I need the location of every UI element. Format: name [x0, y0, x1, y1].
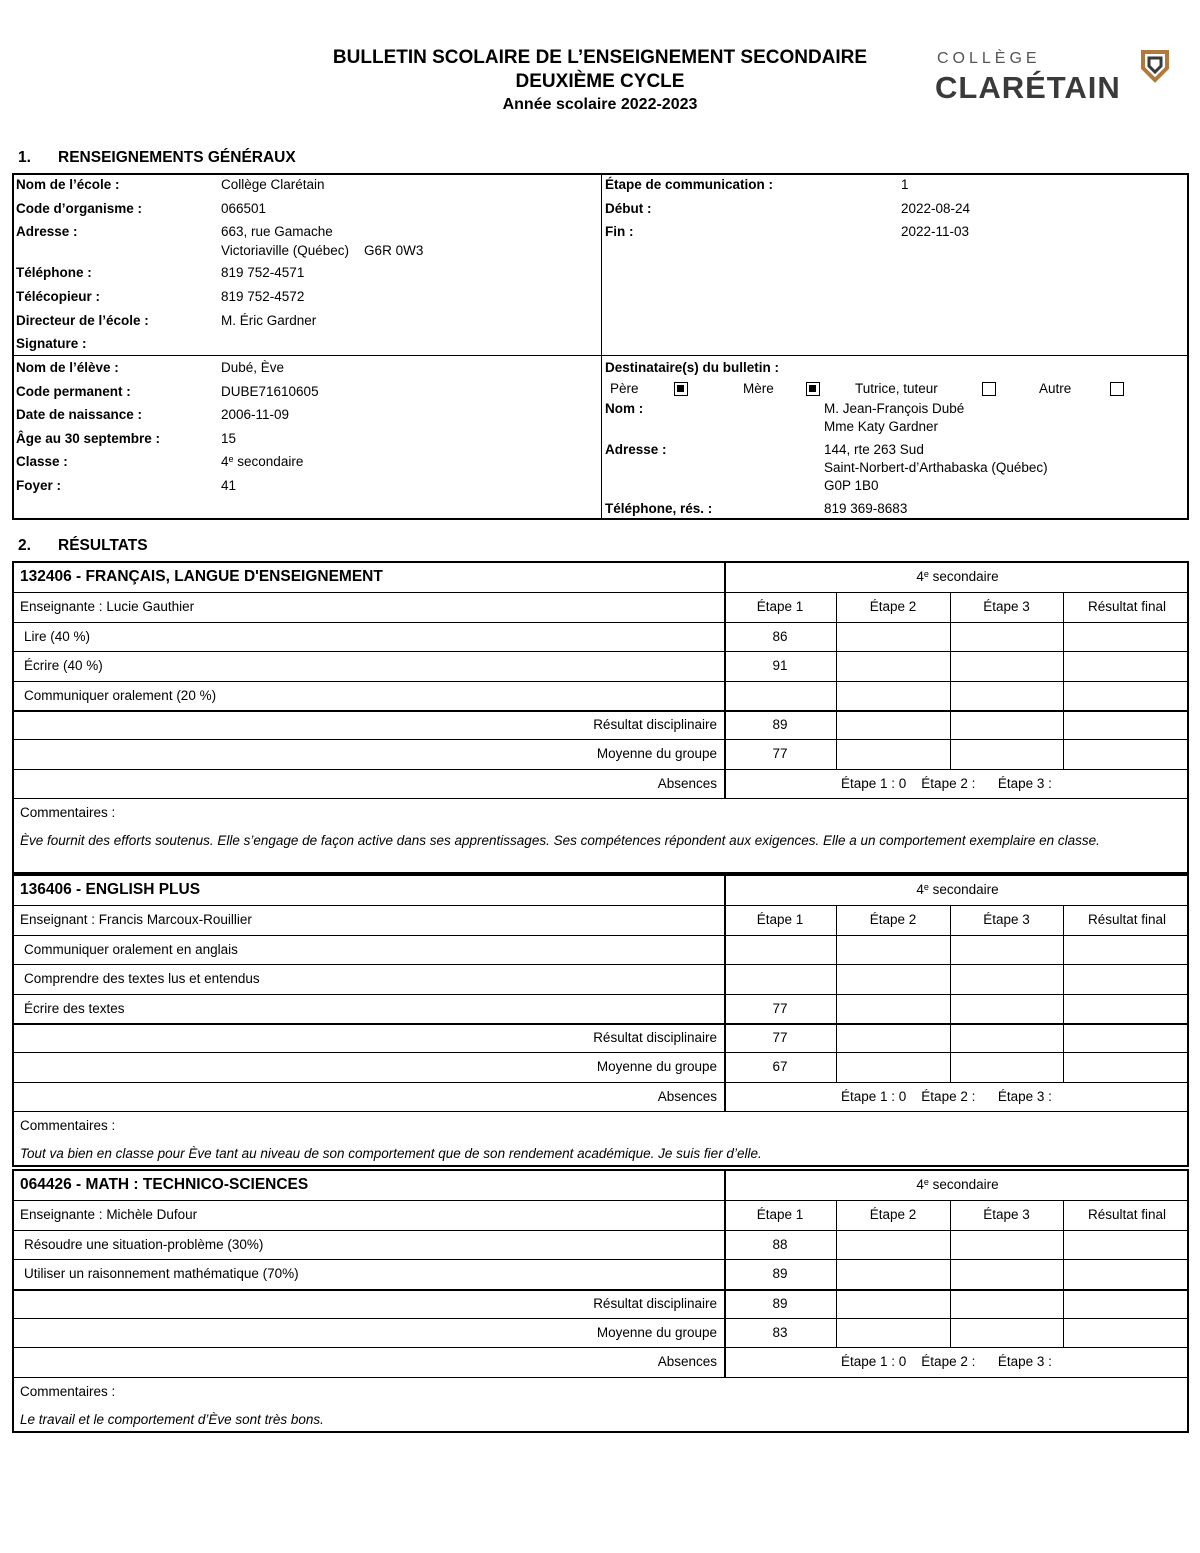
school-director-label: Directeur de l’école : [16, 313, 149, 328]
divider [14, 355, 1187, 356]
column-divider [724, 876, 726, 1111]
recipient-name-2: Mme Katy Gardner [824, 419, 939, 434]
row-divider [14, 681, 1187, 682]
competency-label: Comprendre des textes lus et entendus [24, 971, 260, 986]
level-number: 4 [916, 882, 924, 897]
step-label: Étape de communication : [605, 177, 774, 192]
recipient-phone-label: Téléphone, rés. : [605, 501, 713, 516]
birth-label: Date de naissance : [16, 407, 143, 422]
school-address-line1: 663, rue Gamache [221, 224, 333, 239]
row-divider [14, 592, 1187, 593]
homeroom-value: 41 [221, 478, 237, 493]
student-name: Dubé, Ève [221, 360, 285, 375]
title-line-1: BULLETIN SCOLAIRE DE L’ENSEIGNEMENT SECONDAIRE [332, 47, 868, 68]
competency-step1: 89 [772, 1266, 788, 1281]
start-date: 2022-08-24 [901, 201, 971, 216]
row-divider [14, 935, 1187, 936]
recipient-name-label: Nom : [605, 401, 644, 416]
row-divider [14, 622, 1187, 623]
result-label: Résultat disciplinaire [593, 1030, 717, 1045]
comments-label: Commentaires : [20, 805, 116, 820]
row-divider [14, 1052, 1187, 1053]
column-divider [1063, 905, 1064, 1082]
section-1-title [18, 149, 296, 167]
section-2-label: RÉSULTATS [58, 537, 148, 554]
average-label: Moyenne du groupe [596, 1325, 717, 1340]
subject-title: 136406 - ENGLISH PLUS [20, 881, 201, 898]
recipient-address-2: Saint-Norbert-d’Arthabaska (Québec) [824, 460, 1048, 475]
student-code: DUBE71610605 [221, 384, 319, 399]
age-value: 15 [221, 431, 237, 446]
section-1-label: RENSEIGNEMENTS GÉNÉRAUX [58, 149, 296, 166]
school-phone: 819 752-4571 [221, 265, 305, 280]
report-header [0, 46, 1200, 126]
level-label [724, 1177, 1191, 1192]
level-suffix: e [923, 882, 929, 892]
signature-label: Signature : [16, 336, 87, 351]
subject-block [12, 561, 1189, 874]
recipient-name-1: M. Jean-François Dubé [824, 401, 965, 416]
competency-label: Communiquer oralement en anglais [24, 942, 238, 957]
class-text: secondaire [233, 454, 304, 469]
row-divider [14, 710, 1187, 712]
subject-block [12, 874, 1189, 1167]
competency-label: Communiquer oralement (20 %) [24, 688, 217, 703]
column-divider [724, 563, 726, 798]
row-divider [14, 1200, 1187, 1201]
competency-label: Résoudre une situation-problème (30%) [24, 1237, 264, 1252]
average-label: Moyenne du groupe [596, 746, 717, 761]
student-name-label: Nom de l’élève : [16, 360, 119, 375]
row-divider [14, 1082, 1187, 1083]
level-text: secondaire [928, 1177, 999, 1192]
column-divider [950, 592, 951, 769]
teacher-name: Enseignante : Michèle Dufour [20, 1207, 198, 1222]
column-header: Étape 1 [756, 912, 804, 927]
column-header: Étape 2 [869, 912, 917, 927]
tutor-label: Tutrice, tuteur [855, 381, 938, 396]
end-label: Fin : [605, 224, 634, 239]
comment-text: Ève fournit des efforts soutenus. Elle s’engage de façon active dans ses apprentissages. Ses compétences répondent aux exigences. Elle a un comportement exemplaire en classe. [20, 833, 1100, 848]
birth-date: 2006-11-09 [221, 407, 290, 422]
result-step1: 89 [772, 717, 788, 732]
subject-title: 064426 - MATH : TECHNICO-SCIENCES [20, 1176, 309, 1193]
mother-checkbox[interactable] [806, 382, 820, 396]
mother-label: Mère [743, 381, 774, 396]
row-divider [14, 994, 1187, 995]
column-header: Étape 3 [983, 599, 1030, 614]
column-divider [836, 905, 837, 1082]
class-suffix: e [228, 454, 234, 464]
school-name: Collège Clarétain [221, 177, 325, 192]
school-fax-label: Télécopieur : [16, 289, 101, 304]
level-label [724, 569, 1191, 584]
competency-label: Écrire des textes [24, 1001, 125, 1016]
row-divider [14, 1023, 1187, 1025]
level-text: secondaire [928, 569, 999, 584]
title-line-3: Année scolaire 2022-2023 [502, 96, 698, 113]
teacher-name: Enseignant : Francis Marcoux-Rouillier [20, 912, 252, 927]
divider [601, 175, 602, 518]
step-value: 1 [901, 177, 909, 192]
recipient-address-1: 144, rte 263 Sud [824, 442, 924, 457]
column-divider [836, 592, 837, 769]
school-phone-label: Téléphone : [16, 265, 92, 280]
level-suffix: e [923, 569, 929, 579]
result-label: Résultat disciplinaire [593, 1296, 717, 1311]
tutor-checkbox[interactable] [982, 382, 996, 396]
row-divider [14, 1377, 1187, 1378]
average-step1: 67 [772, 1059, 788, 1074]
other-label: Autre [1039, 381, 1072, 396]
absences-label: Absences [657, 776, 717, 791]
general-info-box [12, 173, 1189, 520]
average-step1: 77 [772, 746, 788, 761]
competency-step1: 86 [772, 629, 788, 644]
result-step1: 77 [772, 1030, 788, 1045]
average-label: Moyenne du groupe [596, 1059, 717, 1074]
section-2-title [18, 537, 148, 555]
column-header: Étape 3 [983, 912, 1030, 927]
subject-title: 132406 - FRANÇAIS, LANGUE D'ENSEIGNEMENT [20, 568, 383, 585]
level-number: 4 [916, 1177, 924, 1192]
recipient-phone: 819 369-8683 [824, 501, 908, 516]
competency-label: Écrire (40 %) [24, 658, 103, 673]
row-divider [14, 798, 1187, 799]
column-divider [1063, 592, 1064, 769]
competency-step1: 77 [772, 1001, 788, 1016]
level-label [724, 882, 1191, 897]
title-line-2: DEUXIÈME CYCLE [515, 71, 685, 92]
end-date: 2022-11-03 [901, 224, 970, 239]
competency-label: Utiliser un raisonnement mathématique (70%) [24, 1266, 299, 1281]
column-divider [950, 905, 951, 1082]
recipient-address-3: G0P 1B0 [824, 478, 879, 493]
row-divider [14, 1289, 1187, 1291]
row-divider [14, 1318, 1187, 1319]
section-1-number: 1. [18, 149, 31, 166]
recipients-title: Destinataire(s) du bulletin : [605, 360, 780, 375]
comments-label: Commentaires : [20, 1384, 116, 1399]
result-step1: 89 [772, 1296, 788, 1311]
father-checkbox[interactable] [674, 382, 688, 396]
school-fax: 819 752-4572 [221, 289, 305, 304]
column-divider [950, 1200, 951, 1347]
level-number: 4 [916, 569, 924, 584]
subject-block [12, 1169, 1189, 1433]
class-label: Classe : [16, 454, 68, 469]
column-header: Étape 2 [869, 1207, 917, 1222]
column-header: Étape 3 [983, 1207, 1030, 1222]
school-address-label: Adresse : [16, 224, 78, 239]
section-2-number: 2. [18, 537, 31, 554]
school-code: 066501 [221, 201, 267, 216]
absences-values: Étape 1 : 0 Étape 2 : Étape 3 : [841, 1089, 1052, 1104]
absences-values: Étape 1 : 0 Étape 2 : Étape 3 : [841, 1354, 1052, 1369]
row-divider [14, 769, 1187, 770]
logo-big-text: CLARÉTAIN [935, 70, 1121, 105]
column-header: Étape 2 [869, 599, 917, 614]
school-code-label: Code d’organisme : [16, 201, 143, 216]
result-label: Résultat disciplinaire [593, 717, 717, 732]
row-divider [14, 905, 1187, 906]
logo-shield-icon [1140, 50, 1170, 84]
recipient-address-label: Adresse : [605, 442, 667, 457]
row-divider [14, 964, 1187, 965]
college-logo [935, 50, 1175, 112]
father-label: Père [610, 381, 639, 396]
level-text: secondaire [928, 882, 999, 897]
absences-values: Étape 1 : 0 Étape 2 : Étape 3 : [841, 776, 1052, 791]
school-name-label: Nom de l’école : [16, 177, 120, 192]
column-divider [836, 1200, 837, 1347]
competency-label: Lire (40 %) [24, 629, 91, 644]
report-title [230, 46, 970, 116]
competency-step1: 91 [772, 658, 788, 673]
column-header: Résultat final [1087, 1207, 1167, 1222]
comment-text: Le travail et le comportement d’Ève sont très bons. [20, 1412, 324, 1427]
column-divider [1063, 1200, 1064, 1347]
student-code-label: Code permanent : [16, 384, 131, 399]
row-divider [14, 739, 1187, 740]
row-divider [14, 1111, 1187, 1112]
row-divider [14, 1259, 1187, 1260]
class-number: 4 [221, 454, 229, 469]
column-header: Résultat final [1087, 599, 1167, 614]
start-label: Début : [605, 201, 652, 216]
row-divider [14, 1347, 1187, 1348]
comment-text: Tout va bien en classe pour Ève tant au niveau de son comportement que de son rendement académique. Je suis fier d’elle. [20, 1146, 762, 1161]
average-step1: 83 [772, 1325, 788, 1340]
logo-small-text: COLLÈGE [937, 50, 1041, 67]
teacher-name: Enseignante : Lucie Gauthier [20, 599, 195, 614]
column-divider [724, 1171, 726, 1377]
column-header: Étape 1 [756, 599, 804, 614]
class-value [221, 454, 303, 469]
absences-label: Absences [657, 1089, 717, 1104]
row-divider [14, 1230, 1187, 1231]
column-header: Résultat final [1087, 912, 1167, 927]
school-director: M. Éric Gardner [221, 313, 317, 328]
age-label: Âge au 30 septembre : [16, 431, 161, 446]
level-suffix: e [923, 1177, 929, 1187]
comments-label: Commentaires : [20, 1118, 116, 1133]
row-divider [14, 651, 1187, 652]
other-checkbox[interactable] [1110, 382, 1124, 396]
school-address-line2: Victoriaville (Québec) G6R 0W3 [221, 243, 424, 258]
competency-step1: 88 [772, 1237, 788, 1252]
absences-label: Absences [657, 1354, 717, 1369]
column-header: Étape 1 [756, 1207, 804, 1222]
homeroom-label: Foyer : [16, 478, 62, 493]
